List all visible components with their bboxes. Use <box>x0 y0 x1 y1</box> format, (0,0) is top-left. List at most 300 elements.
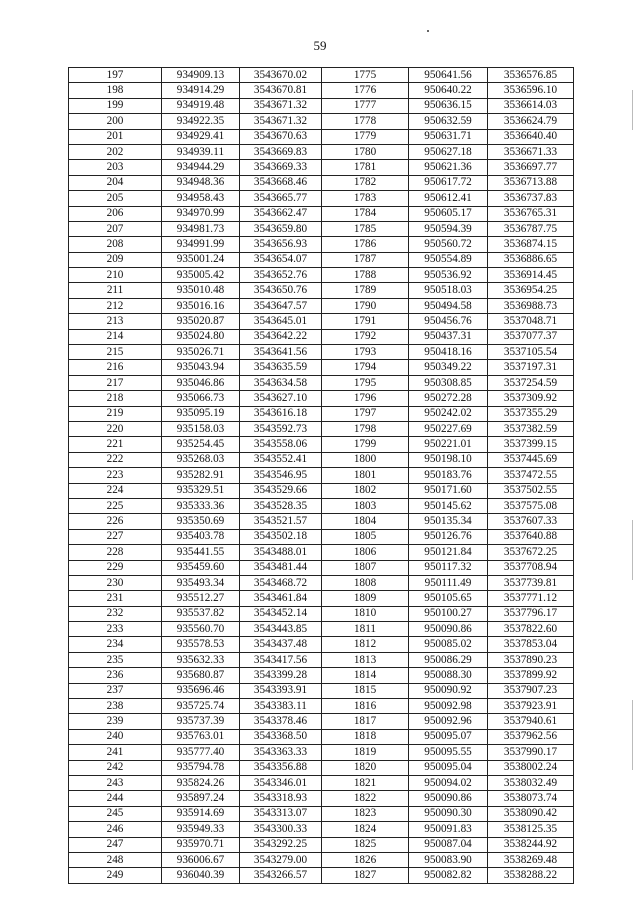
point-number-cell: 242 <box>69 760 162 775</box>
coordinates-table-body <box>69 68 574 884</box>
y-coordinate-cell: 3537899.92 <box>488 668 574 683</box>
x-coordinate-cell: 950349.22 <box>409 360 488 375</box>
y-coordinate-cell: 3537607.33 <box>488 514 574 529</box>
y-coordinate-cell: 3543488.01 <box>240 545 322 560</box>
table-row <box>69 745 574 760</box>
table-row <box>69 791 574 806</box>
point-number-cell: 1816 <box>322 699 409 714</box>
x-coordinate-cell: 950105.65 <box>409 591 488 606</box>
point-number-cell: 1786 <box>322 237 409 252</box>
table-row <box>69 729 574 744</box>
x-coordinate-cell: 950272.28 <box>409 391 488 406</box>
y-coordinate-cell: 3538269.48 <box>488 852 574 867</box>
y-coordinate-cell: 3543592.73 <box>240 421 322 436</box>
page-number: 59 <box>313 38 327 53</box>
y-coordinate-cell: 3536874.15 <box>488 237 574 252</box>
x-coordinate-cell: 950090.86 <box>409 622 488 637</box>
x-coordinate-cell: 934970.99 <box>162 206 240 221</box>
point-number-cell: 201 <box>69 129 162 144</box>
x-coordinate-cell: 935403.78 <box>162 529 240 544</box>
x-coordinate-cell: 950221.01 <box>409 437 488 452</box>
table-row <box>69 498 574 513</box>
y-coordinate-cell: 3536886.65 <box>488 252 574 267</box>
table-row <box>69 468 574 483</box>
point-number-cell: 248 <box>69 852 162 867</box>
table-row <box>69 360 574 375</box>
table-row <box>69 652 574 667</box>
point-number-cell: 236 <box>69 668 162 683</box>
point-number-cell: 1796 <box>322 391 409 406</box>
y-coordinate-cell: 3536713.88 <box>488 175 574 190</box>
y-coordinate-cell: 3537890.23 <box>488 652 574 667</box>
y-coordinate-cell: 3543378.46 <box>240 714 322 729</box>
x-coordinate-cell: 950627.18 <box>409 144 488 159</box>
point-number-cell: 1780 <box>322 144 409 159</box>
point-number-cell: 225 <box>69 498 162 513</box>
x-coordinate-cell: 950418.16 <box>409 345 488 360</box>
x-coordinate-cell: 950198.10 <box>409 452 488 467</box>
y-coordinate-cell: 3543670.02 <box>240 68 322 83</box>
x-coordinate-cell: 935696.46 <box>162 683 240 698</box>
point-number-cell: 1820 <box>322 760 409 775</box>
y-coordinate-cell: 3543266.57 <box>240 868 322 883</box>
x-coordinate-cell: 950617.72 <box>409 175 488 190</box>
y-coordinate-cell: 3538073.74 <box>488 791 574 806</box>
x-coordinate-cell: 935970.71 <box>162 837 240 852</box>
x-coordinate-cell: 935560.70 <box>162 622 240 637</box>
y-coordinate-cell: 3543634.58 <box>240 375 322 390</box>
y-coordinate-cell: 3537739.81 <box>488 575 574 590</box>
x-coordinate-cell: 935333.36 <box>162 498 240 513</box>
table-row <box>69 837 574 852</box>
point-number-cell: 240 <box>69 729 162 744</box>
x-coordinate-cell: 950085.02 <box>409 637 488 652</box>
x-coordinate-cell: 935046.86 <box>162 375 240 390</box>
x-coordinate-cell: 950092.96 <box>409 714 488 729</box>
scan-edge-mark <box>632 90 633 130</box>
x-coordinate-cell: 950437.31 <box>409 329 488 344</box>
x-coordinate-cell: 935350.69 <box>162 514 240 529</box>
y-coordinate-cell: 3536954.25 <box>488 283 574 298</box>
point-number-cell: 1801 <box>322 468 409 483</box>
point-number-cell: 1825 <box>322 837 409 852</box>
y-coordinate-cell: 3538244.92 <box>488 837 574 852</box>
point-number-cell: 244 <box>69 791 162 806</box>
point-number-cell: 1798 <box>322 421 409 436</box>
point-number-cell: 199 <box>69 98 162 113</box>
y-coordinate-cell: 3536737.83 <box>488 191 574 206</box>
x-coordinate-cell: 950554.89 <box>409 252 488 267</box>
x-coordinate-cell: 934919.48 <box>162 98 240 113</box>
x-coordinate-cell: 935329.51 <box>162 483 240 498</box>
x-coordinate-cell: 935282.91 <box>162 468 240 483</box>
point-number-cell: 211 <box>69 283 162 298</box>
table-row <box>69 545 574 560</box>
point-number-cell: 1783 <box>322 191 409 206</box>
point-number-cell: 1823 <box>322 806 409 821</box>
point-number-cell: 1821 <box>322 775 409 790</box>
x-coordinate-cell: 936006.67 <box>162 852 240 867</box>
x-coordinate-cell: 935459.60 <box>162 560 240 575</box>
point-number-cell: 209 <box>69 252 162 267</box>
y-coordinate-cell: 3537254.59 <box>488 375 574 390</box>
x-coordinate-cell: 950518.03 <box>409 283 488 298</box>
y-coordinate-cell: 3543616.18 <box>240 406 322 421</box>
point-number-cell: 204 <box>69 175 162 190</box>
point-number-cell: 1778 <box>322 114 409 129</box>
point-number-cell: 216 <box>69 360 162 375</box>
y-coordinate-cell: 3536787.75 <box>488 221 574 236</box>
y-coordinate-cell: 3543669.33 <box>240 160 322 175</box>
x-coordinate-cell: 935095.19 <box>162 406 240 421</box>
x-coordinate-cell: 934909.13 <box>162 68 240 83</box>
y-coordinate-cell: 3543346.01 <box>240 775 322 790</box>
point-number-cell: 1787 <box>322 252 409 267</box>
point-number-cell: 1827 <box>322 868 409 883</box>
point-number-cell: 1792 <box>322 329 409 344</box>
x-coordinate-cell: 935578.53 <box>162 637 240 652</box>
point-number-cell: 1809 <box>322 591 409 606</box>
x-coordinate-cell: 950594.39 <box>409 221 488 236</box>
point-number-cell: 1791 <box>322 314 409 329</box>
point-number-cell: 1790 <box>322 298 409 313</box>
x-coordinate-cell: 950100.27 <box>409 606 488 621</box>
point-number-cell: 210 <box>69 268 162 283</box>
table-row <box>69 575 574 590</box>
y-coordinate-cell: 3537923.91 <box>488 699 574 714</box>
x-coordinate-cell: 950456.76 <box>409 314 488 329</box>
point-number-cell: 231 <box>69 591 162 606</box>
y-coordinate-cell: 3543443.85 <box>240 622 322 637</box>
x-coordinate-cell: 950308.85 <box>409 375 488 390</box>
table-row <box>69 699 574 714</box>
y-coordinate-cell: 3537445.69 <box>488 452 574 467</box>
x-coordinate-cell: 950494.58 <box>409 298 488 313</box>
x-coordinate-cell: 950087.04 <box>409 837 488 852</box>
point-number-cell: 1822 <box>322 791 409 806</box>
x-coordinate-cell: 935441.55 <box>162 545 240 560</box>
x-coordinate-cell: 950640.22 <box>409 83 488 98</box>
x-coordinate-cell: 934958.43 <box>162 191 240 206</box>
point-number-cell: 1824 <box>322 822 409 837</box>
y-coordinate-cell: 3537355.29 <box>488 406 574 421</box>
x-coordinate-cell: 950605.17 <box>409 206 488 221</box>
y-coordinate-cell: 3543368.50 <box>240 729 322 744</box>
scan-edge-mark <box>632 700 633 770</box>
table-row <box>69 421 574 436</box>
x-coordinate-cell: 950090.30 <box>409 806 488 821</box>
x-coordinate-cell: 935632.33 <box>162 652 240 667</box>
y-coordinate-cell: 3537940.61 <box>488 714 574 729</box>
point-number-cell: 1794 <box>322 360 409 375</box>
y-coordinate-cell: 3536576.85 <box>488 68 574 83</box>
point-number-cell: 1805 <box>322 529 409 544</box>
x-coordinate-cell: 950083.90 <box>409 852 488 867</box>
x-coordinate-cell: 950536.92 <box>409 268 488 283</box>
y-coordinate-cell: 3537048.71 <box>488 314 574 329</box>
x-coordinate-cell: 935763.01 <box>162 729 240 744</box>
point-number-cell: 219 <box>69 406 162 421</box>
y-coordinate-cell: 3537796.17 <box>488 606 574 621</box>
y-coordinate-cell: 3537502.55 <box>488 483 574 498</box>
table-row <box>69 175 574 190</box>
point-number-cell: 226 <box>69 514 162 529</box>
y-coordinate-cell: 3543437.48 <box>240 637 322 652</box>
x-coordinate-cell: 950632.59 <box>409 114 488 129</box>
y-coordinate-cell: 3537708.94 <box>488 560 574 575</box>
y-coordinate-cell: 3543529.66 <box>240 483 322 498</box>
x-coordinate-cell: 935254.45 <box>162 437 240 452</box>
point-number-cell: 1788 <box>322 268 409 283</box>
y-coordinate-cell: 3537672.25 <box>488 545 574 560</box>
x-coordinate-cell: 935001.24 <box>162 252 240 267</box>
y-coordinate-cell: 3543668.46 <box>240 175 322 190</box>
y-coordinate-cell: 3537197.31 <box>488 360 574 375</box>
table-row <box>69 822 574 837</box>
x-coordinate-cell: 950088.30 <box>409 668 488 683</box>
point-number-cell: 212 <box>69 298 162 313</box>
y-coordinate-cell: 3537077.37 <box>488 329 574 344</box>
point-number-cell: 1803 <box>322 498 409 513</box>
y-coordinate-cell: 3543670.63 <box>240 129 322 144</box>
y-coordinate-cell: 3537962.56 <box>488 729 574 744</box>
y-coordinate-cell: 3543662.47 <box>240 206 322 221</box>
point-number-cell: 1797 <box>322 406 409 421</box>
table-row <box>69 114 574 129</box>
y-coordinate-cell: 3543528.35 <box>240 498 322 513</box>
table-row <box>69 98 574 113</box>
table-row <box>69 129 574 144</box>
table-row <box>69 452 574 467</box>
table-row <box>69 160 574 175</box>
y-coordinate-cell: 3543647.57 <box>240 298 322 313</box>
y-coordinate-cell: 3543650.76 <box>240 283 322 298</box>
point-number-cell: 235 <box>69 652 162 667</box>
point-number-cell: 221 <box>69 437 162 452</box>
point-number-cell: 1789 <box>322 283 409 298</box>
y-coordinate-cell: 3537309.92 <box>488 391 574 406</box>
y-coordinate-cell: 3543654.07 <box>240 252 322 267</box>
y-coordinate-cell: 3543665.77 <box>240 191 322 206</box>
point-number-cell: 1811 <box>322 622 409 637</box>
table-row <box>69 298 574 313</box>
point-number-cell: 232 <box>69 606 162 621</box>
table-row <box>69 560 574 575</box>
y-coordinate-cell: 3537382.59 <box>488 421 574 436</box>
point-number-cell: 1815 <box>322 683 409 698</box>
table-row <box>69 622 574 637</box>
table-row <box>69 283 574 298</box>
x-coordinate-cell: 934944.29 <box>162 160 240 175</box>
x-coordinate-cell: 935066.73 <box>162 391 240 406</box>
table-row <box>69 375 574 390</box>
point-number-cell: 237 <box>69 683 162 698</box>
x-coordinate-cell: 950090.92 <box>409 683 488 698</box>
point-number-cell: 246 <box>69 822 162 837</box>
y-coordinate-cell: 3543356.88 <box>240 760 322 775</box>
table-row <box>69 852 574 867</box>
point-number-cell: 1807 <box>322 560 409 575</box>
point-number-cell: 1799 <box>322 437 409 452</box>
point-number-cell: 241 <box>69 745 162 760</box>
point-number-cell: 1813 <box>322 652 409 667</box>
y-coordinate-cell: 3543641.56 <box>240 345 322 360</box>
table-row <box>69 683 574 698</box>
x-coordinate-cell: 950242.02 <box>409 406 488 421</box>
y-coordinate-cell: 3543627.10 <box>240 391 322 406</box>
point-number-cell: 1814 <box>322 668 409 683</box>
table-row <box>69 514 574 529</box>
y-coordinate-cell: 3543671.32 <box>240 98 322 113</box>
point-number-cell: 203 <box>69 160 162 175</box>
x-coordinate-cell: 935268.03 <box>162 452 240 467</box>
y-coordinate-cell: 3543318.93 <box>240 791 322 806</box>
point-number-cell: 200 <box>69 114 162 129</box>
x-coordinate-cell: 935824.26 <box>162 775 240 790</box>
table-row <box>69 637 574 652</box>
point-number-cell: 230 <box>69 575 162 590</box>
point-number-cell: 239 <box>69 714 162 729</box>
x-coordinate-cell: 950111.49 <box>409 575 488 590</box>
point-number-cell: 1775 <box>322 68 409 83</box>
y-coordinate-cell: 3543279.00 <box>240 852 322 867</box>
table-row <box>69 668 574 683</box>
point-number-cell: 1781 <box>322 160 409 175</box>
y-coordinate-cell: 3543399.28 <box>240 668 322 683</box>
y-coordinate-cell: 3536765.31 <box>488 206 574 221</box>
table-row <box>69 221 574 236</box>
x-coordinate-cell: 935026.71 <box>162 345 240 360</box>
y-coordinate-cell: 3536671.33 <box>488 144 574 159</box>
table-row <box>69 529 574 544</box>
point-number-cell: 1804 <box>322 514 409 529</box>
point-number-cell: 217 <box>69 375 162 390</box>
x-coordinate-cell: 950135.34 <box>409 514 488 529</box>
y-coordinate-cell: 3543558.06 <box>240 437 322 452</box>
x-coordinate-cell: 950560.72 <box>409 237 488 252</box>
x-coordinate-cell: 950094.02 <box>409 775 488 790</box>
x-coordinate-cell: 950145.62 <box>409 498 488 513</box>
y-coordinate-cell: 3543521.57 <box>240 514 322 529</box>
x-coordinate-cell: 935005.42 <box>162 268 240 283</box>
y-coordinate-cell: 3543670.81 <box>240 83 322 98</box>
point-number-cell: 223 <box>69 468 162 483</box>
point-number-cell: 227 <box>69 529 162 544</box>
point-number-cell: 213 <box>69 314 162 329</box>
y-coordinate-cell: 3543645.01 <box>240 314 322 329</box>
y-coordinate-cell: 3543417.56 <box>240 652 322 667</box>
y-coordinate-cell: 3543552.41 <box>240 452 322 467</box>
x-coordinate-cell: 934948.36 <box>162 175 240 190</box>
point-number-cell: 207 <box>69 221 162 236</box>
coordinates-table <box>68 67 574 884</box>
y-coordinate-cell: 3536624.79 <box>488 114 574 129</box>
x-coordinate-cell: 935680.87 <box>162 668 240 683</box>
point-number-cell: 233 <box>69 622 162 637</box>
x-coordinate-cell: 935512.27 <box>162 591 240 606</box>
x-coordinate-cell: 950126.76 <box>409 529 488 544</box>
table-row <box>69 191 574 206</box>
x-coordinate-cell: 935537.82 <box>162 606 240 621</box>
point-number-cell: 198 <box>69 83 162 98</box>
x-coordinate-cell: 950621.36 <box>409 160 488 175</box>
y-coordinate-cell: 3543652.76 <box>240 268 322 283</box>
point-number-cell: 206 <box>69 206 162 221</box>
scan-edge-mark <box>632 520 633 580</box>
y-coordinate-cell: 3537771.12 <box>488 591 574 606</box>
point-number-cell: 202 <box>69 144 162 159</box>
y-coordinate-cell: 3537640.88 <box>488 529 574 544</box>
y-coordinate-cell: 3543546.95 <box>240 468 322 483</box>
x-coordinate-cell: 935914.69 <box>162 806 240 821</box>
table-row <box>69 252 574 267</box>
point-number-cell: 205 <box>69 191 162 206</box>
x-coordinate-cell: 950082.82 <box>409 868 488 883</box>
table-row <box>69 144 574 159</box>
x-coordinate-cell: 950183.76 <box>409 468 488 483</box>
x-coordinate-cell: 950227.69 <box>409 421 488 436</box>
x-coordinate-cell: 934929.41 <box>162 129 240 144</box>
y-coordinate-cell: 3536596.10 <box>488 83 574 98</box>
table-row <box>69 406 574 421</box>
table-row <box>69 83 574 98</box>
point-number-cell: 214 <box>69 329 162 344</box>
x-coordinate-cell: 950092.98 <box>409 699 488 714</box>
table-row <box>69 606 574 621</box>
y-coordinate-cell: 3543502.18 <box>240 529 322 544</box>
table-row <box>69 237 574 252</box>
y-coordinate-cell: 3536614.03 <box>488 98 574 113</box>
point-number-cell: 197 <box>69 68 162 83</box>
x-coordinate-cell: 950095.55 <box>409 745 488 760</box>
x-coordinate-cell: 950121.84 <box>409 545 488 560</box>
y-coordinate-cell: 3537575.08 <box>488 498 574 513</box>
table-row <box>69 714 574 729</box>
y-coordinate-cell: 3543300.33 <box>240 822 322 837</box>
y-coordinate-cell: 3543468.72 <box>240 575 322 590</box>
point-number-cell: 1800 <box>322 452 409 467</box>
x-coordinate-cell: 935737.39 <box>162 714 240 729</box>
x-coordinate-cell: 950171.60 <box>409 483 488 498</box>
point-number-cell: 1817 <box>322 714 409 729</box>
y-coordinate-cell: 3543393.91 <box>240 683 322 698</box>
x-coordinate-cell: 950631.71 <box>409 129 488 144</box>
point-number-cell: 1802 <box>322 483 409 498</box>
y-coordinate-cell: 3543461.84 <box>240 591 322 606</box>
x-coordinate-cell: 935158.03 <box>162 421 240 436</box>
x-coordinate-cell: 950091.83 <box>409 822 488 837</box>
x-coordinate-cell: 950636.15 <box>409 98 488 113</box>
point-number-cell: 1785 <box>322 221 409 236</box>
table-row <box>69 391 574 406</box>
x-coordinate-cell: 934991.99 <box>162 237 240 252</box>
point-number-cell: 208 <box>69 237 162 252</box>
y-coordinate-cell: 3543669.83 <box>240 144 322 159</box>
table-row <box>69 591 574 606</box>
table-row <box>69 760 574 775</box>
point-number-cell: 1806 <box>322 545 409 560</box>
y-coordinate-cell: 3537822.60 <box>488 622 574 637</box>
point-number-cell: 234 <box>69 637 162 652</box>
y-coordinate-cell: 3543671.32 <box>240 114 322 129</box>
point-number-cell: 215 <box>69 345 162 360</box>
y-coordinate-cell: 3543313.07 <box>240 806 322 821</box>
x-coordinate-cell: 950612.41 <box>409 191 488 206</box>
point-number-cell: 222 <box>69 452 162 467</box>
table-row <box>69 483 574 498</box>
point-number-cell: 238 <box>69 699 162 714</box>
y-coordinate-cell: 3536640.40 <box>488 129 574 144</box>
